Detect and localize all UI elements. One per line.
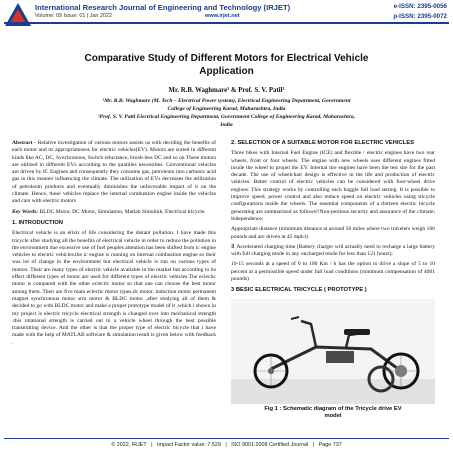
journal-volume: Volume: 09 Issue: 01 | Jan 2022 <box>35 13 112 19</box>
abstract-text: Relative investigation of various motors assists us with deciding the benefits of each motor and its appropriateness for electric vehicles(EV). Motors are sorted in different kinds like AC, DC, Synchronous, Switch reluctance, brush-less DC and so on These motors are utilized in different EVs according to the qualities necessities. Conventional vehicles are driven by IC Engines and consequently they consume gas, petroleum into carbonic acid gas in this manner influencing the climate. The utilization of EVs decreases the utilization of petroleum products and eventually diminishes the unfavorable impact of it on the climate. Hence, these vehicles replace the internal combustion engine inside the vehicles and cars with electric motors <box>12 140 216 205</box>
journal-url[interactable]: www.irjet.net <box>205 13 240 19</box>
section-motor-selection-heading: 2. SELECTION OF A SUITABLE MOTOR FOR ELECTRIC VEHICLES <box>231 140 414 146</box>
footer-page-number: Page 737 <box>318 442 342 448</box>
tricycle-photo-icon <box>231 299 435 404</box>
section-introduction-heading: 1. INTRODUCTION <box>12 219 63 226</box>
footer-impact-factor: Impact Factor value: 7.529 <box>157 442 221 448</box>
paper-title-line2: Application <box>199 66 254 77</box>
journal-name: International Research Journal of Engineering and Technology (IRJET) <box>35 3 291 12</box>
figure-caption-line1: Fig 1 : Schematic diagram of the Tricycle drive EV <box>264 405 402 412</box>
footer-copyright: © 2022, IRJET <box>111 442 147 448</box>
journal-footer <box>0 438 453 453</box>
speed-paragraph: 10-15 seconds at a speed of 0 to 100 Km / h has the option to drive a slope of 5 to 10 percent at a permissible speed under full load conditions (minimum compensation of 4001 pounds) <box>231 261 435 283</box>
header-divider <box>4 22 449 24</box>
keywords-text: BLDC Motor, DC Motor, Simulation, Matlab Simulink, Electrical tricycle. <box>38 208 206 215</box>
motor-selection-paragraph: Three bikes with Internal Fuel Engine (ICE) and flexible / electric engines have two rear wheels, front or four wheels. The engine with new wheels uses different engines fitted inside the wheel to propel the EV. Internal tire engines have been the test site for the past decade. The use of wheelchair design is effective in the life and production of electric vehicles. Better control of electric vehicles can be considered with four-wheel drive engines. This strategy works by controlling each huggle full load setting. It is possible to improve speed, power control and also reduce speed on electric vehicles using tricycle configurations inside the wheels. The essential components of a thirteen electric bicycle generating are summarized as follows!!Non-perilous security and assurance of the climate; Independence; <box>231 150 435 222</box>
section-prototype-heading: 3 BESIC ELECTRICAL TRICYCLE ( PROTOTYPE ) <box>231 287 367 294</box>
keywords-label: Key Words: <box>12 208 39 215</box>
affiliation-1 <box>20 98 433 113</box>
journal-logo-icon <box>4 2 32 28</box>
keywords-paragraph <box>12 209 216 216</box>
journal-eissn: e-ISSN: 2395-0056 <box>393 3 447 10</box>
charging-paragraph: Ⅱ Accelerated charging time (Battery charger will actually need to recharge a large battery with full charging mode in any uncharged mode for less than 121 hours); <box>231 243 435 258</box>
affiliation-2 <box>20 114 433 129</box>
footer-divider <box>4 438 449 439</box>
paper-title <box>20 52 433 78</box>
figure-caption-line2: model <box>324 413 342 420</box>
affiliation-2-line1: ²Prof. S. V. Patil Electrical Engineering Department, Government College of Engineering Karad, Maharashtra, <box>97 114 356 120</box>
paper-authors: Mr. R.B. Waghmare¹ & Prof. S. V. Patil² <box>168 87 285 94</box>
journal-header <box>0 0 453 40</box>
affiliation-1-line1: ¹Mr. R.B. Waghmare (M. Tech – Electrical Power system), Electrical Engineering Department, Government <box>102 98 351 104</box>
distance-paragraph: Appropriate distance (minimum distance at around 50 miles where two travelers weigh 166 pounds and are driven at 45 mph1) <box>231 226 435 240</box>
right-column <box>231 140 435 420</box>
footer-text: © 2022, IRJET | Impact Factor value: 7.529 | ISO 9001:2008 Certified Journal | Page 737 <box>111 442 342 448</box>
left-column <box>12 140 216 350</box>
affiliation-2-line2: India <box>220 121 233 128</box>
paper-title-line1: Comparative Study of Different Motors for Electrical Vehicle <box>84 53 369 64</box>
affiliation-1-line2: College of Engineering Karad, Maharashtra, India <box>167 105 286 112</box>
abstract-label: Abstract - <box>12 140 37 146</box>
figure-caption <box>231 406 435 421</box>
abstract-paragraph <box>12 140 216 206</box>
introduction-paragraph: Electrical vehicle is an elixir of life considering the distant pollution. I have made this tricycle after studying all the benefits of electrical vehicle in order to reduce the pollution in the environment due excessive use of fuel peoples attention has been shifted from ic engine vehicles to electric vehicles.the ic engine is running on internal combustion engine so their was lot of change in the environment but electrical vehicle is run on various types of motors. Their are many types of electric vehicle available in the market but according to its effect different types of motor are used for different types of electric vehicles.The eclectic motor is compared with the other eclectic motor so that one can choose the best motor among them. Their are five main eclectic motor types.dc motor, induction motor permanent magnet synchronous motor srm motor & BLDC motor ,after studying all of them & decided to go with BLDC motor and make a proper prototype model of it ,which i shown in my project is electric tricycle electrical strength is changed over into mechanical strength .this rotational strength is carried out to a vehicle wheel through the best possible transmitting device. And the other is that the proper type of electric bicycle that i have made with the help of MATLAB software & simulation result is given below with feedback . <box>12 230 216 346</box>
footer-iso: ISO 9001:2008 Certified Journal <box>231 442 309 448</box>
journal-pissn: p-ISSN: 2395-0072 <box>393 13 447 20</box>
tricycle-figure <box>231 299 435 404</box>
